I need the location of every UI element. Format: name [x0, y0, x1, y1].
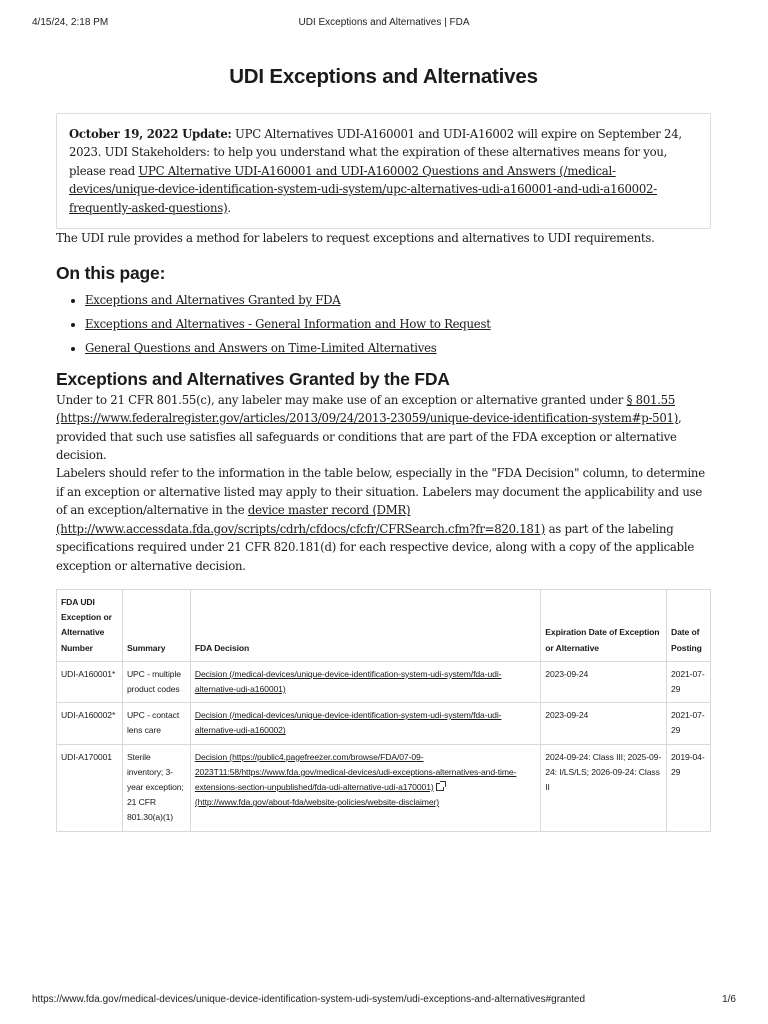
labelers-paragraph [56, 464, 711, 574]
table-row [57, 703, 711, 744]
cell-number: UDI-A160002* [57, 703, 123, 744]
cell-decision [190, 661, 540, 702]
col-header-number: FDA UDI Exception or Alternative Number [57, 589, 123, 661]
col-header-posting: Date of Posting [666, 589, 710, 661]
cfr-801-55-link[interactable]: § 801.55 (https://www.federalregister.gov/articles/2013/09/24/2013-23059/unique-device-identification-system#p-501) [56, 392, 679, 426]
update-alert [56, 113, 711, 229]
decision-link[interactable]: Decision (https://public4.pagefreezer.com/browse/FDA/07-09-2023T11:58/https://www.fda.gov/medical-devices/udi-exceptions-alternatives-and-time-extensions-section-unpublished/fda-udi-alternative-udi-a170001) [194, 751, 517, 792]
cell-summary: Sterile inventory; 3-year exception; 21 CFR 801.30(a)(1) [122, 744, 190, 831]
on-this-page-heading: On this page: [56, 263, 166, 284]
exceptions-table [56, 589, 711, 832]
toc-item [85, 291, 711, 309]
page-title: UDI Exceptions and Alternatives [229, 65, 538, 88]
print-datetime: 4/15/24, 2:18 PM [32, 17, 109, 28]
cell-posted: 2021-07-29 [666, 703, 710, 744]
print-page-number: 1/6 [722, 994, 736, 1005]
under-cfr-text: Under to 21 CFR 801.55(c), any labeler may make use of an exception or alternative granted under [56, 392, 627, 407]
alert-end: . [227, 200, 231, 215]
cell-decision [190, 703, 540, 744]
external-link-icon [436, 783, 444, 791]
print-page-title: UDI Exceptions and Alternatives | FDA [298, 17, 470, 28]
toc-item [85, 339, 711, 357]
labelers-text: Labelers should refer to the information in the table below, especially in the "FDA Decision" column, to determine if an exception or alternative listed may apply to their situation. Labelers may document the applicability and use of an exception/alternative in the [56, 466, 705, 518]
cell-summary: UPC - multiple product codes [122, 661, 190, 702]
cell-number: UDI-A160001* [57, 661, 123, 702]
upc-qa-link[interactable]: UPC Alternative UDI-A160001 and UDI-A160002 Questions and Answers (/medical-devices/unique-device-identification-system-udi-system/upc-alternatives-udi-a160001-and-udi-a160002-frequently-asked-questions) [69, 163, 657, 215]
toc-link-general-info[interactable]: Exceptions and Alternatives - General Information and How to Request [85, 317, 491, 332]
cell-number: UDI-A170001 [57, 744, 123, 831]
toc-item [85, 315, 711, 333]
under-cfr-text-end: , provided that such use satisfies all safeguards or conditions that are part of the FDA exception or alternative decision. [56, 411, 682, 463]
cell-decision [190, 744, 540, 831]
granted-heading: Exceptions and Alternatives Granted by the FDA [56, 368, 450, 389]
toc-link-granted[interactable]: Exceptions and Alternatives Granted by FDA [85, 293, 341, 308]
decision-link[interactable]: Decision (/medical-devices/unique-device-identification-system-udi-system/fda-udi-alternative-udi-a160002) [194, 710, 502, 736]
cell-posted: 2019-04-29 [666, 744, 710, 831]
alert-date: October 19, 2022 Update: [69, 127, 232, 141]
alert-text: UPC Alternatives UDI-A160001 and UDI-A16002 will expire on September 24, 2023. UDI Stakeholders: to help you understand what the expiration of these alternatives means for you, please read [69, 127, 682, 178]
cell-posted: 2021-07-29 [666, 661, 710, 702]
col-header-decision: FDA Decision [190, 589, 540, 661]
cell-expiration: 2023-09-24 [541, 703, 667, 744]
cell-summary: UPC - contact lens care [122, 703, 190, 744]
col-header-summary: Summary [122, 589, 190, 661]
toc-link-qa[interactable]: General Questions and Answers on Time-Limited Alternatives [85, 341, 437, 356]
print-url: https://www.fda.gov/medical-devices/unique-device-identification-system-udi-system/udi-exceptions-and-alternatives#granted [32, 994, 586, 1005]
on-this-page-list [56, 291, 711, 357]
decision-link[interactable]: Decision (/medical-devices/unique-device-identification-system-udi-system/fda-udi-alternative-udi-a160001) [194, 668, 502, 694]
main-content [56, 60, 711, 832]
dmr-link[interactable]: device master record (DMR) (http://www.accessdata.fda.gov/scripts/cdrh/cfdocs/cfcfr/CFRSearch.cfm?fr=820.181) [56, 503, 546, 536]
cell-expiration: 2024-09-24: Class III; 2025-09-24: I/LS/LS; 2026-09-24: Class II [541, 744, 667, 831]
under-cfr-paragraph [56, 391, 711, 465]
table-header-row [57, 589, 711, 661]
table-row [57, 661, 711, 702]
disclaimer-link[interactable]: (http://www.fda.gov/about-fda/website-policies/website-disclaimer) [194, 797, 440, 808]
cell-expiration: 2023-09-24 [541, 661, 667, 702]
table-row [57, 744, 711, 831]
labelers-text-end: as part of the labeling specifications required under 21 CFR 820.181(d) for each respective device, along with a copy of the applicable exception or alternative decision. [56, 521, 695, 573]
intro-paragraph: The UDI rule provides a method for labelers to request exceptions and alternatives to UDI requirements. [56, 231, 655, 246]
col-header-expiration: Expiration Date of Exception or Alternative [541, 589, 667, 661]
